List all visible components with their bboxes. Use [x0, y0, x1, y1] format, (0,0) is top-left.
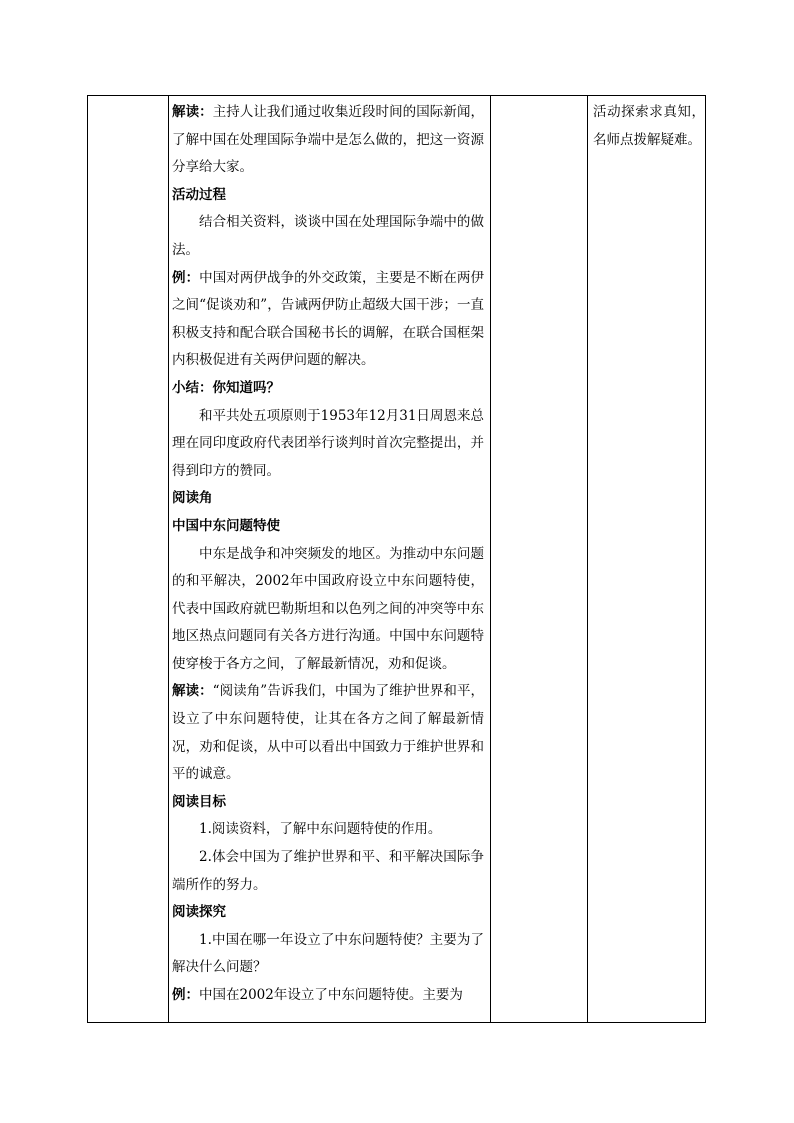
column-divider [587, 96, 588, 1022]
summary-heading: 小结：你知道吗？ [172, 379, 280, 396]
interpretation-paragraph: 解读：主持人让我们通过收集近段时间的国际新闻，了解中国在处理国际争端中是怎么做的，把这一资源分享给大家。 [172, 104, 485, 176]
example-paragraph-2: 例：中国在2002年设立了中东问题特使。主要为 [172, 987, 463, 1003]
example-label: 例： [172, 269, 200, 286]
interpretation-label: 解读： [172, 104, 213, 120]
reading-goal-heading: 阅读目标 [172, 793, 226, 810]
interpretation-label: 解读： [172, 683, 213, 700]
activity-paragraph: 结合相关资料，谈谈中国在处理国际争端中的做法。 [172, 214, 484, 258]
activity-heading: 活动过程 [172, 186, 226, 203]
design-intent-column [593, 99, 705, 154]
goal-item-2: 2.体会中国为了维护世界和平、和平解决国际争端所作的努力。 [172, 849, 484, 893]
interpretation-paragraph-2: 解读：“阅读角”告诉我们，中国为了维护世界和平，设立了中东问题特使，让其在各方之间了解最新情况，劝和促谈，从中可以看出中国致力于维护世界和平的诚意。 [172, 683, 484, 783]
design-intent-text: 活动探索求真知，名师点拨解疑难。 [593, 104, 705, 148]
reading-corner-heading: 阅读角 [172, 490, 213, 507]
summary-paragraph: 和平共处五项原则于1953年12月31日周恩来总理在同印度政府代表团举行谈判时首次完整提出，并得到印方的赞同。 [172, 407, 484, 479]
example-label: 例： [172, 987, 199, 1003]
column-divider [168, 96, 169, 1022]
example-paragraph: 例：中国对两伊战争的外交政策，主要是不断在两伊之间“促谈劝和”，告诫两伊防止超级大国干涉；一直积极支持和配合联合国秘书长的调解，在联合国框架内积极促进有关两伊问题的解决。 [172, 269, 485, 369]
teaching-content-column [172, 99, 484, 1010]
reading-explore-heading: 阅读探究 [172, 904, 226, 921]
question-1: 1.中国在哪一年设立了中东问题特使？主要为了解决什么问题？ [172, 931, 484, 976]
envoy-paragraph: 中东是战争和冲突频发的地区。为推动中东问题的和平解决，2002年中国政府设立中东问题特使，代表中国政府就巴勒斯坦和以色列之间的冲突等中东地区热点问题同有关各方进行沟通。中国中东问题特使穿梭于各方之间，了解最新情况，劝和促谈。 [172, 545, 484, 672]
goal-item-1: 1.阅读资料，了解中东问题特使的作用。 [199, 821, 442, 838]
envoy-heading: 中国中东问题特使 [172, 517, 280, 534]
column-divider [490, 96, 491, 1022]
